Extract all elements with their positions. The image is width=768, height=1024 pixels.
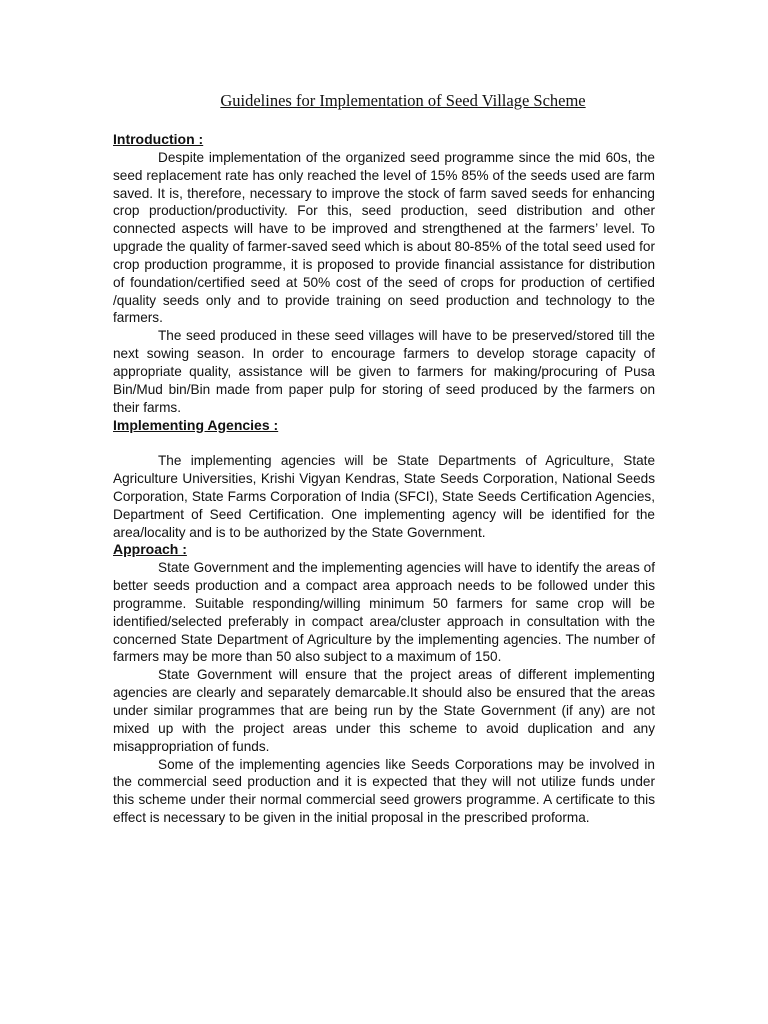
paragraph-introduction-1: Despite implementation of the organized seed programme since the mid 60s, the seed replacement rate has only reached the level of 15% 85% of the seeds used are farm saved. It is, therefore, necessary to improve the stock of farm saved seeds for enhancing crop production/productivity. For this, seed production, seed distribution and other connected aspects will have to be improved and strengthened at the farmers’ level. To upgrade the quality of farmer-saved seed which is about 80-85% of the total seed used for crop production programme, it is proposed to provide financial assistance for distribution of foundation/certified seed at 50% cost of the seed of crops for production of certified /quality seeds only and to provide training on seed production and technology to the farmers. bbox=[113, 149, 655, 326]
paragraph-introduction-2: The seed produced in these seed villages will have to be preserved/stored till the next sowing season. In order to encourage farmers to develop storage capacity of appropriate quality, assistance will be given to farmers for making/procuring of Pusa Bin/Mud bin/Bin made from paper pulp for storing of seed produced by the farmers on their farms. bbox=[113, 328, 655, 415]
paragraph-approach-2: State Government will ensure that the project areas of different implementing agencies are clearly and separately demarcable.It should also be ensured that the areas under similar programmes that are being run by the State Government (if any) are not mixed up with the project areas under this scheme to avoid duplication and any misappropriation of funds. bbox=[113, 667, 655, 754]
section-heading-implementing-agencies: Implementing Agencies : bbox=[113, 416, 279, 433]
document-page bbox=[113, 90, 655, 827]
paragraph-approach-3: Some of the implementing agencies like Seeds Corporations may be involved in the commercial seed production and it is expected that they will not utilize funds under this scheme under their normal commercial seed growers programme. A certificate to this effect is necessary to be given in the initial proposal in the prescribed proforma. bbox=[113, 756, 655, 826]
section-heading-introduction: Introduction : bbox=[113, 131, 204, 147]
section-heading-approach: Approach : bbox=[113, 541, 187, 558]
paragraph-approach-1: State Government and the implementing agencies will have to identify the areas of better seeds production and a compact area approach needs to be followed under this programme. Suitable responding/willing minimum 50 farmers for same crop will be identified/selected preferably in compact area/cluster approach in consultation with the concerned State Department of Agriculture by the implementing agencies. The number of farmers may be more than 50 also subject to a maximum of 150. bbox=[113, 560, 655, 665]
paragraph-implementing-agencies-1: The implementing agencies will be State Departments of Agriculture, State Agriculture Universities, Krishi Vigyan Kendras, State Seeds Corporation, National Seeds Corporation, State Farms Corporation of India (SFCI), State Seeds Certification Agencies, Department of Seed Certification. One implementing agency will be identified for the area/locality and is to be authorized by the State Government. bbox=[113, 453, 655, 540]
document-title: Guidelines for Implementation of Seed Village Scheme bbox=[220, 91, 586, 110]
paragraph-spacer bbox=[113, 434, 655, 452]
